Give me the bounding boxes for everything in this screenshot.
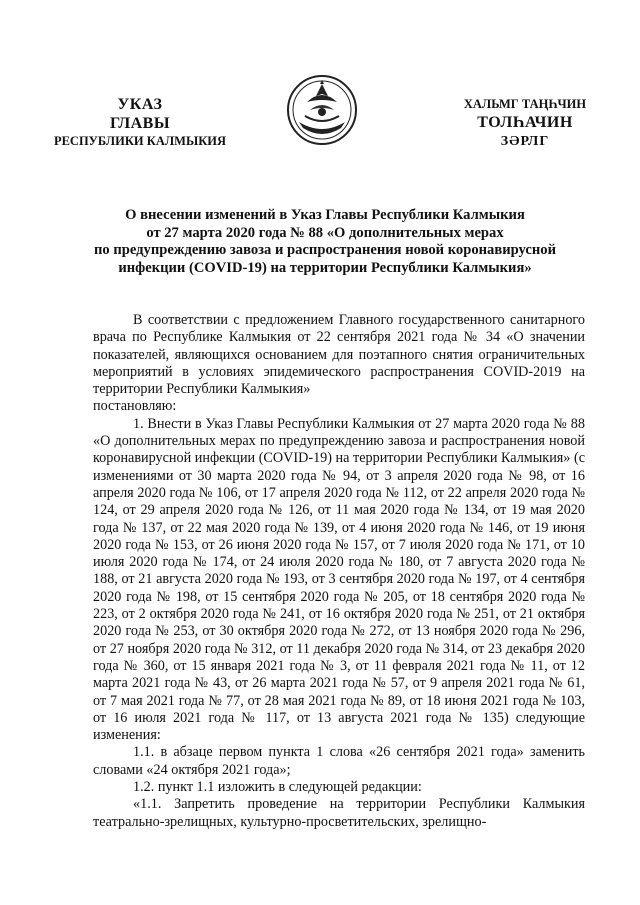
clause-1-paragraph: 1. Внести в Указ Главы Республики Калмыкия от 27 марта 2020 года № 88 «О дополнительных мерах по предупреждению завоза и распространения новой коронавирусной инфекции (COVID-19) на территории Республики Калмыкия» (с изменениями от 30 марта 2020 года № 94, от 3 апреля 2020 года № 98, от 16 апреля 2020 года № 106, от 17 апреля 2020 года № 112, от 22 апреля 2020 года № 124, от 29 апреля 2020 года № 126, от 11 мая 2020 года № 134, от 19 мая 2020 года № 137, от 22 мая 2020 года № 139, от 4 июня 2020 года № 146, от 19 июня 2020 года № 153, от 26 июня 2020 года № 157, от 7 июля 2020 года № 171, от 10 июля 2020 года № 174, от 24 июля 2020 года № 180, от 7 августа 2020 года № 188, от 21 августа 2020 года № 193, от 3 сентября 2020 года № 197, от 4 сентября 2020 года № 198, от 15 сентября 2020 года № 205, от 18 сентября 2020 года № 223, от 2 октября 2020 года № 241, от 16 октября 2020 года № 251, от 21 октября 2020 года № 253, от 30 октября 2020 года № 272, от 13 ноября 2020 года № 296, от 27 ноября 2020 года № 312, от 11 декабря 2020 года № 314, от 23 декабря 2020 года № 360, от 15 января 2021 года № 3, от 11 февраля 2021 года № 11, от 12 марта 2021 года № 43, от 26 марта 2021 года № 57, от 9 апреля 2021 года № 61, от 7 мая 2021 года № 77, от 28 мая 2021 года № 89, от 18 июня 2021 года № 103, от 16 июля 2021 года № 117, от 13 августа 2021 года № 135) следующие изменения: xyxy=(93,415,585,744)
document-body xyxy=(93,312,585,831)
header-kalmyk-line2: ТОЛҺАЧИН xyxy=(477,114,573,131)
quoted-clause-paragraph: «1.1. Запретить проведение на территории Республики Калмыкия театрально-зрелищных, культурно-просветительских, зрелищно- xyxy=(93,796,585,830)
clause-1-2-paragraph: 1.2. пункт 1.1 изложить в следующей редакции: xyxy=(133,779,422,796)
clause-1-1-paragraph: 1.1. в абзаце первом пункта 1 слова «26 сентября 2021 года» заменить словами «24 октября 2021 года»; xyxy=(93,744,585,778)
title-line: О внесении изменений в Указ Главы Республики Калмыкия xyxy=(125,207,525,223)
issuer-header-kalmyk xyxy=(430,95,620,151)
document-title xyxy=(60,207,590,277)
header-republic: РЕСПУБЛИКИ КАЛМЫКИЯ xyxy=(53,134,227,148)
issuer-header xyxy=(30,95,250,150)
decree-word: постановляю: xyxy=(93,398,177,415)
header-kalmyk-line1: ХАЛЬМГ ТАҢҺЧИН xyxy=(463,97,587,111)
preamble-paragraph: В соответствии с предложением Главного государственного санитарного врача по Республике Калмыкия от 22 сентября 2021 года № 34 «О значении показателей, являющихся основанием для поэтапного снятия ограничительных мероприятий в условиях эпидемического распространения COVID-2019 на территории Республики Калмыкия» xyxy=(93,312,585,398)
title-line: от 27 марта 2020 года № 88 «О дополнительных мерах xyxy=(146,224,504,241)
title-line: по предупреждению завоза и распространения новой коронавирусной xyxy=(94,242,556,258)
header-decree-word: УКАЗ xyxy=(117,96,163,113)
title-line: инфекции (COVID-19) на территории Республики Калмыкия» xyxy=(118,259,532,276)
coat-of-arms-emblem xyxy=(283,70,361,148)
header-head-word: ГЛАВЫ xyxy=(109,115,171,132)
header-kalmyk-line3: ЗӘРЛГ xyxy=(500,134,550,149)
